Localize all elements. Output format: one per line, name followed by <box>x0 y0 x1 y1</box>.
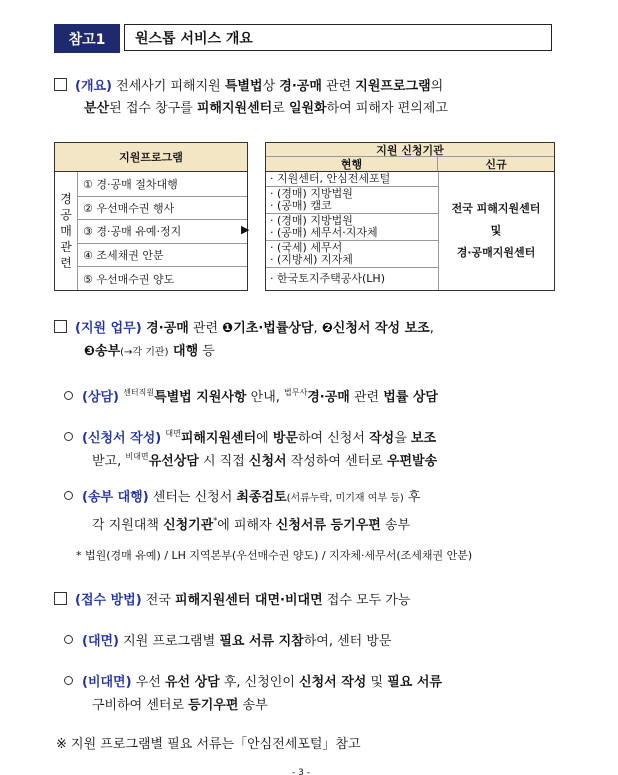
application-item-line-2 <box>92 446 437 472</box>
text: , <box>313 321 322 336</box>
text: 전국 피해지원센터 <box>451 202 541 215</box>
checkbox-square-icon <box>54 320 67 333</box>
text: 보조 <box>410 431 437 446</box>
application-label: (신청서 작성) <box>82 431 162 446</box>
col-current-header: 현행 <box>266 157 438 172</box>
group-char: 공 <box>60 208 72 222</box>
text: 비대면 <box>125 452 149 461</box>
text: 하여, 센터 방문 <box>303 634 392 649</box>
group-char: 관 <box>60 240 72 254</box>
text: 경·공매지원센터 <box>456 246 536 259</box>
text: 에 피해자 <box>217 518 276 533</box>
forwarding-item-line-2 <box>92 510 410 536</box>
text: 된 접수 창구를 <box>109 101 197 116</box>
program-item: ③ 경·공매 유예·정지 <box>77 219 247 243</box>
text: · (공매) 캠코 <box>270 199 332 212</box>
text: · (경매) 지방법원 <box>270 187 353 200</box>
text: 전세사기 피해지원 <box>112 79 225 94</box>
text: 필요 서류 <box>387 675 442 690</box>
current-row <box>266 186 438 213</box>
text: ❸ <box>84 344 96 359</box>
page-number: - 3 - <box>292 768 310 775</box>
text: 관련 <box>188 321 223 336</box>
text: 신청서 작성 <box>299 675 367 690</box>
program-item: ① 경·공매 절차대행 <box>83 177 178 191</box>
text: 에 <box>256 431 273 446</box>
text: 대행 <box>168 344 199 359</box>
text: 구비하여 센터로 <box>92 698 189 713</box>
text: · (공매) 세무서·지자체 <box>270 226 378 239</box>
agency-table-header: 지원 신청기관 <box>266 143 554 157</box>
text: 의 <box>430 79 444 94</box>
text: 일원화 <box>288 101 327 116</box>
text: 시 직접 <box>198 454 249 469</box>
current-row <box>266 267 438 290</box>
text: 을 <box>394 431 411 446</box>
text: · (지방세) 지자체 <box>270 253 353 266</box>
text: ❷ <box>321 321 333 336</box>
program-item: ④ 조세채권 안분 <box>77 243 247 267</box>
text: 등 <box>198 344 215 359</box>
bullet-circle-icon <box>64 676 73 685</box>
text: 신청서 작성 보조 <box>332 321 430 336</box>
current-row <box>266 172 438 186</box>
arrow-right-icon: ▶ <box>241 223 250 236</box>
support-line-1 <box>54 318 434 339</box>
text: 경·공매 <box>279 79 322 94</box>
text: , <box>429 321 434 336</box>
text: 법무사 <box>284 388 308 397</box>
overview-label: (개요) <box>75 79 112 94</box>
footnote: * 법원(경매 유예) / LH 지역본부(우선매수권 양도) / 지자체·세무서(조세채권 안분) <box>76 549 473 562</box>
text: 최종검토 <box>236 490 287 505</box>
checkbox-square-icon <box>54 78 67 91</box>
text: 유선상담 <box>148 454 199 469</box>
text: 등기우편 <box>188 698 239 713</box>
text: · (경매) 지방법원 <box>270 214 353 227</box>
text: · 한국토지주택공사(LH) <box>270 272 385 285</box>
agency-table <box>265 142 555 291</box>
remote-item-line-2 <box>92 695 268 716</box>
text: 경·공매 <box>307 390 350 405</box>
bullet-circle-icon <box>64 391 73 400</box>
group-label <box>55 172 78 290</box>
text: 및 <box>366 675 388 690</box>
text: 피해지원센터 대면·비대면 <box>175 593 323 608</box>
text: 피해지원센터 <box>180 431 257 446</box>
intake-line <box>54 590 410 611</box>
text: 대면 <box>165 429 181 438</box>
text: (→각 기관) <box>120 347 169 358</box>
text: 및 <box>490 224 502 237</box>
text: 유선 상담 <box>164 675 220 690</box>
text: · 지원센터, 안심전세포털 <box>270 172 391 185</box>
consult-label: (상담) <box>82 390 119 405</box>
text: 피해지원센터 <box>196 101 273 116</box>
text: 하여 신청서 <box>298 431 370 446</box>
group-char: 련 <box>60 256 72 270</box>
program-table-header: 지원프로그램 <box>55 143 247 172</box>
text: 상 <box>262 79 280 94</box>
program-item: ② 우선매수권 행사 <box>77 196 247 220</box>
text: 필요 서류 지참 <box>219 634 304 649</box>
text: 후 <box>403 490 421 505</box>
bullet-circle-icon <box>64 491 73 500</box>
text: ❶ <box>222 321 234 336</box>
text: 센터직원 <box>123 388 155 397</box>
page-title <box>124 24 552 51</box>
in-person-label: (대면) <box>82 634 119 649</box>
text: 특별법 지원사항 <box>154 390 247 405</box>
closing-note: ※ 지원 프로그램별 필요 서류는「안심전세포털」참고 <box>56 737 361 752</box>
program-list <box>77 172 250 290</box>
current-row <box>266 240 438 267</box>
text: 분산 <box>84 101 110 116</box>
text: 접수 모두 가능 <box>322 593 411 608</box>
text: 송부 <box>238 698 268 713</box>
text: 신청서류 등기우편 <box>275 518 381 533</box>
program-table <box>54 142 248 291</box>
text: 지원프로그램 <box>355 79 431 94</box>
new-agencies <box>438 172 554 290</box>
text: 관련 <box>321 79 356 94</box>
text: 송부 <box>380 518 411 533</box>
text: 후, 신청인이 <box>219 675 300 690</box>
intake-label: (접수 방법) <box>75 593 142 608</box>
bullet-circle-icon <box>64 432 73 441</box>
text: 하여 피해자 편의제고 <box>326 101 448 116</box>
text: 관련 <box>349 390 384 405</box>
remote-label: (비대면) <box>82 675 132 690</box>
text: 각 지원대책 <box>92 518 164 533</box>
text: 안내, <box>246 390 285 405</box>
text: (서류누락, 미기재 여부 등) <box>286 493 404 504</box>
program-item: ⑤ 우선매수권 양도 <box>77 266 247 290</box>
text: 신청기관 <box>163 518 214 533</box>
text: 방문 <box>272 431 298 446</box>
remote-item-line-1 <box>64 672 442 693</box>
bullet-circle-icon <box>64 635 73 644</box>
text: 기초·법률상담 <box>233 321 314 336</box>
text: 받고, <box>92 454 126 469</box>
reference-tag: 참고1 <box>54 24 120 53</box>
text: 법률 상담 <box>383 390 438 405</box>
agency-table-body <box>266 172 554 290</box>
forwarding-item-line-1 <box>64 487 420 509</box>
text: 지원 프로그램별 <box>119 634 220 649</box>
support-label: (지원 업무) <box>75 321 142 336</box>
group-char: 경 <box>60 192 72 206</box>
text: 센터는 신청서 <box>148 490 237 505</box>
in-person-item <box>64 631 391 652</box>
checkbox-square-icon <box>54 592 67 605</box>
current-agencies <box>266 172 439 290</box>
text: 신청서 <box>248 454 287 469</box>
text: 우편발송 <box>386 454 438 469</box>
text: 송부 <box>95 344 121 359</box>
page-title-text: 원스톱 서비스 개요 <box>135 30 253 47</box>
overview-line-1 <box>54 76 443 97</box>
text: 특별법 <box>224 79 263 94</box>
text: 우선 <box>131 675 165 690</box>
support-line-2 <box>84 341 215 363</box>
text: 작성하여 센터로 <box>286 454 387 469</box>
text: 전국 <box>141 593 176 608</box>
text: 로 <box>272 101 289 116</box>
overview-line-2 <box>84 98 448 119</box>
text: 경·공매 <box>141 321 189 336</box>
col-new-header: 신규 <box>438 157 554 172</box>
forwarding-label: (송부 대행) <box>82 490 149 505</box>
group-char: 매 <box>60 224 72 238</box>
text: * <box>213 516 218 525</box>
text: 작성 <box>369 431 395 446</box>
current-row <box>266 213 438 240</box>
consult-item <box>64 382 438 408</box>
text: · (국세) 세무서 <box>270 241 343 254</box>
